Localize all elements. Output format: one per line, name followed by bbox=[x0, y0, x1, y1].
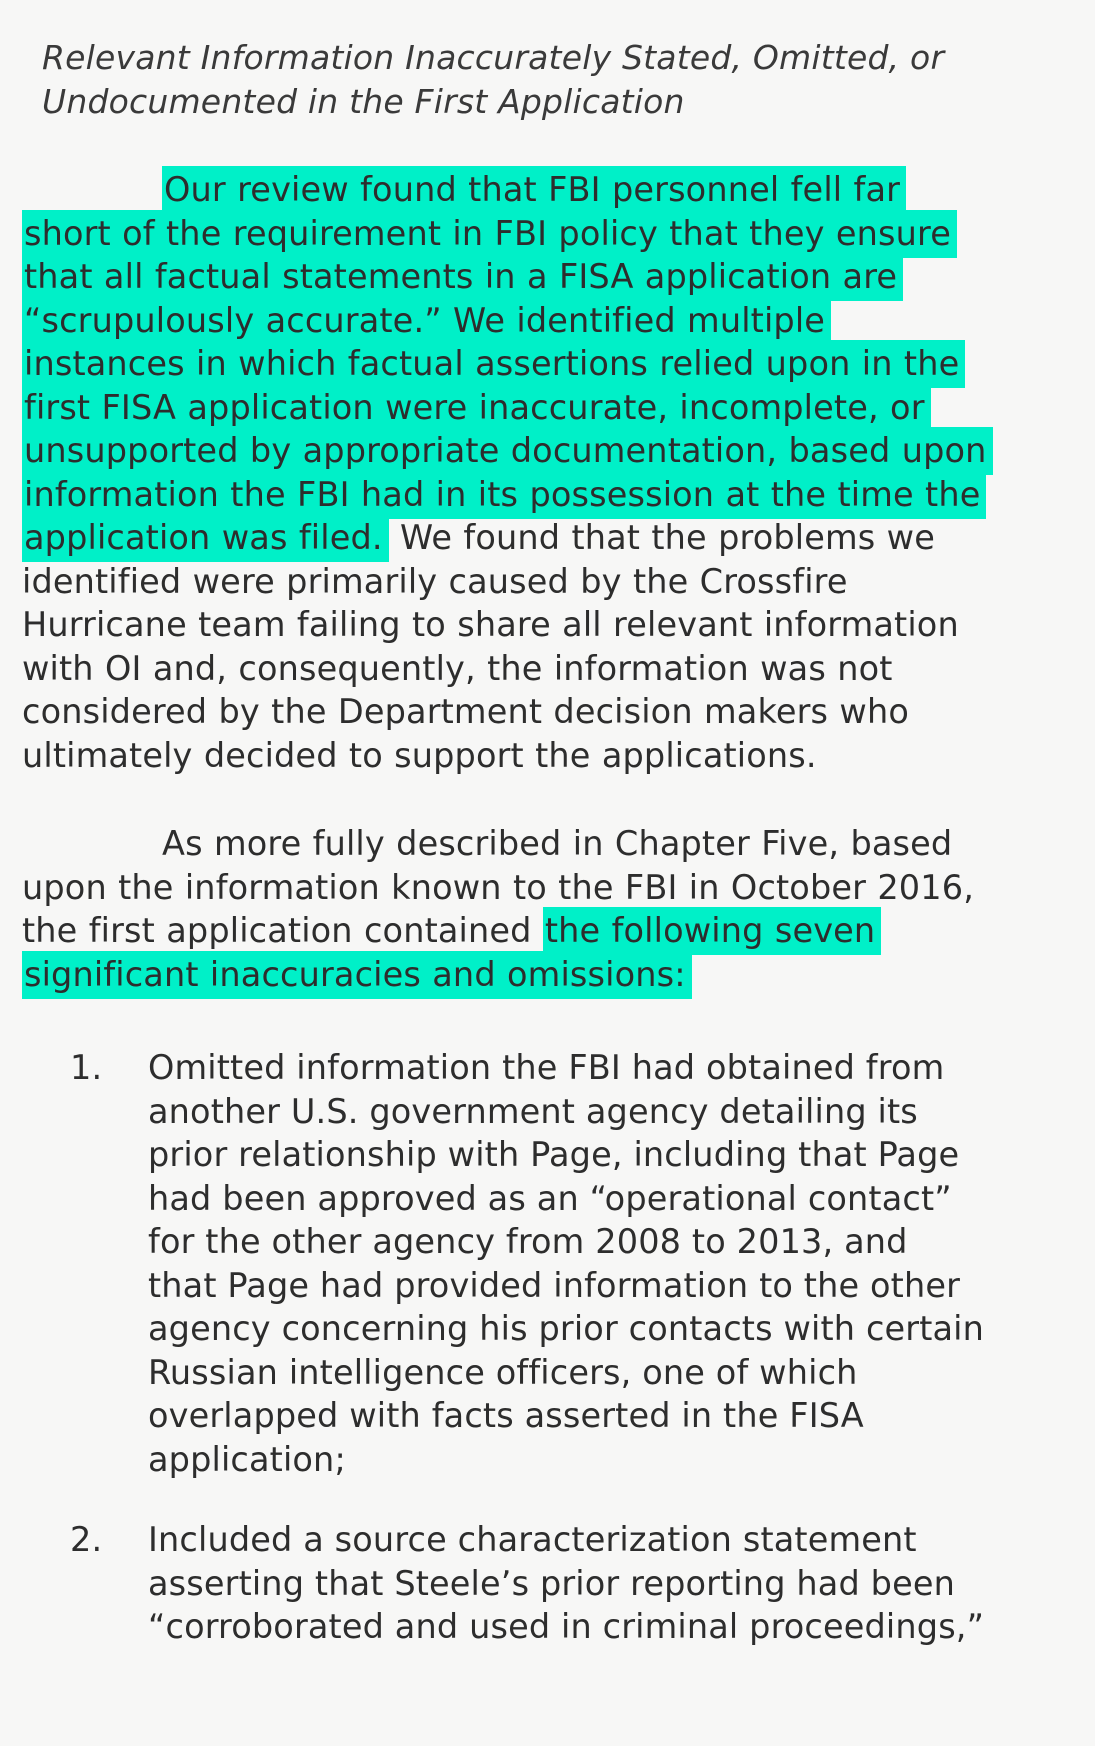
list-item-line: Included a source characterization statement bbox=[148, 1520, 917, 1559]
highlighted-text: that all factual statements in a FISA application are bbox=[22, 253, 903, 301]
paragraph-line bbox=[22, 516, 1042, 560]
list-item-line: application; bbox=[148, 1439, 346, 1479]
heading-line-1: Relevant Information Inaccurately Stated, Omitted, or bbox=[42, 38, 945, 77]
highlighted-text: first FISA application were inaccurate, incomplete, or bbox=[22, 384, 931, 432]
paragraph-review-findings bbox=[22, 168, 1042, 777]
paragraph-line: with OI and, consequently, the information was not bbox=[22, 648, 893, 688]
highlighted-text: unsupported by appropriate documentation, based upon bbox=[22, 427, 993, 475]
list-item-line: had been approved as an “operational contact” bbox=[148, 1178, 952, 1218]
heading-line-2: Undocumented in the First Application bbox=[42, 81, 685, 121]
list-item-line: that Page had provided information to the other bbox=[148, 1265, 961, 1305]
paragraph-line bbox=[22, 429, 1042, 473]
paragraph-line bbox=[22, 299, 1042, 343]
paragraph-line: As more fully described in Chapter Five, based bbox=[162, 824, 953, 863]
paragraph-line bbox=[22, 386, 1042, 430]
paragraph-line: Hurricane team failing to share all relevant information bbox=[22, 605, 959, 644]
highlighted-text: application was filed. bbox=[22, 514, 389, 562]
paragraph-chapter-five bbox=[22, 822, 1042, 996]
list-item-line: Russian intelligence officers, one of which bbox=[148, 1352, 858, 1392]
paragraph-line: identified were primarily caused by the Crossfire bbox=[22, 561, 848, 601]
list-item-line: overlapped with facts asserted in the FISA bbox=[148, 1396, 864, 1435]
paragraph-line bbox=[22, 342, 1042, 386]
plain-text: We found that the problems we bbox=[388, 518, 935, 557]
paragraph-line: upon the information known to the FBI in October 2016, bbox=[22, 867, 974, 907]
section-heading bbox=[42, 36, 1022, 123]
highlighted-text: short of the requirement in FBI policy that they ensure bbox=[22, 210, 957, 258]
list-item-text bbox=[148, 1518, 1078, 1649]
list-item-number: 2. bbox=[70, 1520, 103, 1559]
paragraph-line: considered by the Department decision makers who bbox=[22, 692, 909, 731]
highlighted-text: information the FBI had in its possession at the time the bbox=[22, 471, 986, 519]
list-item-text bbox=[148, 1046, 1078, 1481]
highlighted-text: the following seven bbox=[543, 907, 881, 955]
list-item-line: “corroborated and used in criminal proceedings,” bbox=[148, 1607, 985, 1646]
highlighted-text: instances in which factual assertions relied upon in the bbox=[22, 340, 965, 388]
paragraph-line bbox=[22, 953, 1042, 997]
list-item-line: agency concerning his prior contacts with certain bbox=[148, 1309, 985, 1348]
list-item-line: another U.S. government agency detailing its bbox=[148, 1091, 918, 1131]
paragraph-line bbox=[22, 909, 1042, 953]
list-item-number: 1. bbox=[70, 1048, 103, 1087]
list-item-line: Omitted information the FBI had obtained from bbox=[148, 1048, 945, 1087]
paragraph-line: ultimately decided to support the applications. bbox=[22, 735, 817, 775]
highlighted-text: Our review found that FBI personnel fell far bbox=[162, 166, 906, 214]
paragraph-line bbox=[22, 168, 1042, 212]
highlighted-text: “scrupulously accurate.” We identified multiple bbox=[22, 297, 831, 345]
paragraph-line bbox=[22, 212, 1042, 256]
paragraph-line bbox=[22, 473, 1042, 517]
list-item-line: asserting that Steele’s prior reporting had been bbox=[148, 1563, 955, 1603]
highlighted-text: significant inaccuracies and omissions: bbox=[22, 951, 692, 999]
list-item-line: for the other agency from 2008 to 2013, and bbox=[148, 1222, 908, 1261]
list-item-line: prior relationship with Page, including that Page bbox=[148, 1135, 960, 1174]
paragraph-line bbox=[22, 255, 1042, 299]
plain-text: the first application contained bbox=[22, 911, 543, 950]
